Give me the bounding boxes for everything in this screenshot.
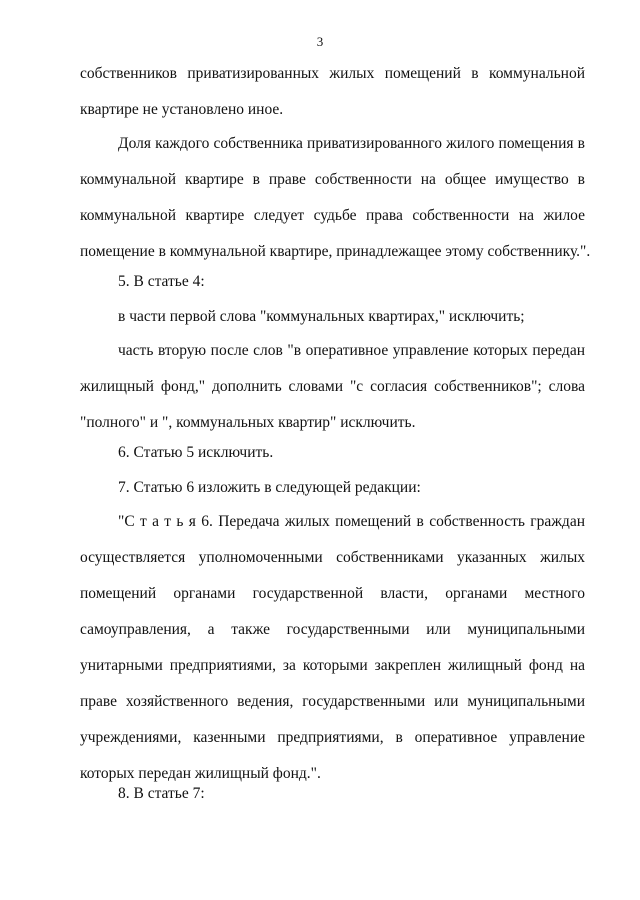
text-line: квартире не установлено иное.	[80, 101, 284, 118]
text-line: осуществляется уполномоченными собственниками указанных жилых	[80, 549, 585, 566]
paragraph-item-8	[80, 776, 585, 812]
text-line: 8. В статье 7:	[118, 785, 205, 802]
text-line: коммунальной квартире в праве собственности на общее имущество в	[80, 171, 585, 188]
text-line: помещений органами государственной власти, органами местного	[80, 585, 585, 602]
text-line: коммунальной квартире следует судьбе права собственности на жилое	[80, 207, 585, 224]
paragraph-item-6	[80, 435, 585, 471]
text-line: помещение в коммунальной квартире, принадлежащее этому собственнику.".	[80, 243, 591, 260]
text-line: в части первой слова "коммунальных квартирах," исключить;	[118, 308, 525, 325]
paragraph-share-of-owner	[80, 126, 591, 270]
text-line: 7. Статью 6 изложить в следующей редакции:	[118, 479, 421, 496]
text-line: часть вторую после слов "в оперативное управление которых передан	[118, 342, 585, 359]
text-line: собственников приватизированных жилых помещений в коммунальной	[80, 65, 585, 82]
text-line: учреждениями, казенными предприятиями, в оперативное управление	[80, 729, 585, 746]
text-line: 5. В статье 4:	[118, 273, 205, 290]
text-line: "С т а т ь я 6. Передача жилых помещений в собственность граждан	[118, 513, 585, 530]
text-line: унитарными предприятиями, за которыми закреплен жилищный фонд на	[80, 657, 585, 674]
paragraph-continuation	[80, 56, 585, 128]
text-line: Доля каждого собственника приватизированного жилого помещения в	[118, 135, 585, 152]
text-line: "полного" и ", коммунальных квартир" исключить.	[80, 414, 416, 431]
paragraph-item-5	[80, 264, 585, 300]
paragraph-part-one	[80, 299, 585, 335]
paragraph-item-7	[80, 470, 585, 506]
paragraph-part-two	[80, 333, 585, 441]
text-line: которых передан жилищный фонд.".	[80, 765, 321, 782]
text-line: 6. Статью 5 исключить.	[118, 444, 274, 461]
text-line: жилищный фонд," дополнить словами "с согласия собственников"; слова	[80, 378, 585, 395]
paragraph-article-6	[80, 504, 585, 792]
text-line: праве хозяйственного ведения, государственными или муниципальными	[80, 693, 585, 710]
text-line: самоуправления, а также государственными или муниципальными	[80, 621, 585, 638]
page-number: 3	[316, 34, 324, 49]
